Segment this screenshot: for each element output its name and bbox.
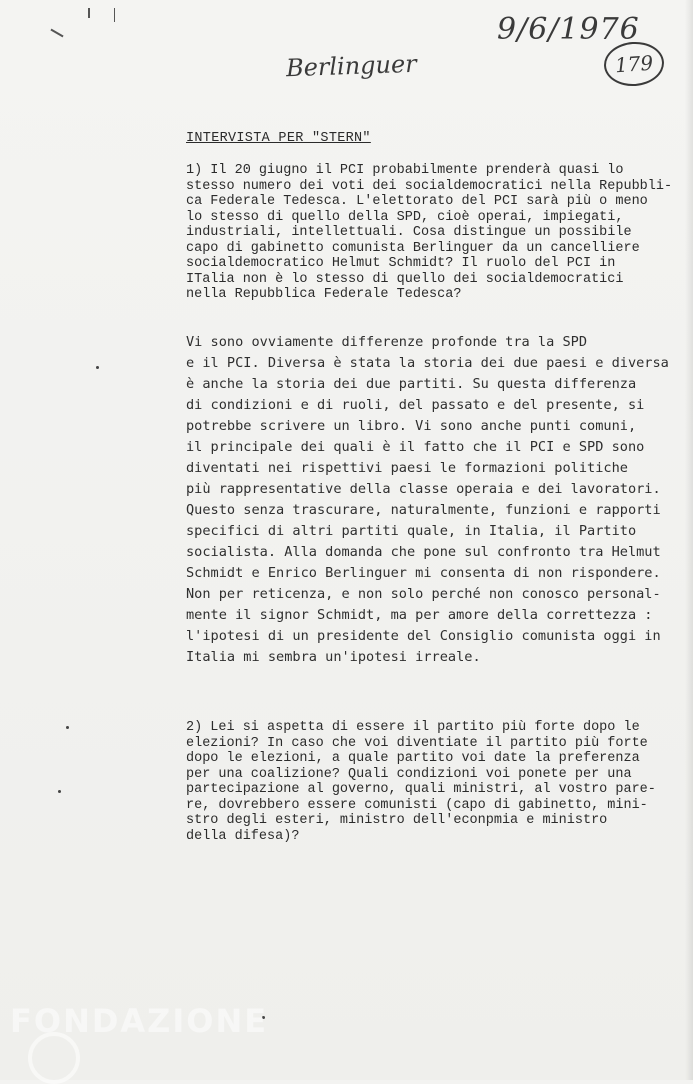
scan-mark — [114, 8, 115, 22]
page-edge-shadow — [685, 0, 693, 1080]
handwritten-date: 9/6/1976 — [497, 12, 640, 47]
handwritten-page-number — [603, 40, 666, 88]
answer-1: Vi sono ovviamente differenze profonde tra la SPD e il PCI. Diversa è stata la storia dei due paesi e diversa è anche la storia dei due partiti. Su questa differenza di condizioni e di ruoli, del passato e del presente, si potrebbe scrivere un libro. Vi sono anche punti comuni, il principale dei quali è il fatto che il PCI e SPD sono diventati nei rispettivi paesi le formazioni politiche più rappresentative della classe operaia e dei lavoratori. Questo senza trascurare, naturalmente, funzioni e rapporti specifici di altri partiti quale, in Italia, il Partito socialista. Alla domanda che pone sul confronto tra Helmut Schmidt e Enrico Berlinguer mi consenta di non rispondere. Non per reticenza, e non solo perché non conosco personal- mente il signor Schmidt, ma per amore della correttezza : l'ipotesi di un presidente del Consiglio comunista oggi in Italia mi sembra un'ipotesi irreale. — [186, 334, 669, 665]
scan-mark — [88, 8, 90, 18]
handwritten-name: Berlinguer — [285, 49, 418, 83]
scan-mark — [50, 29, 63, 38]
scan-speck — [58, 790, 61, 793]
handwritten-number-text: 179 — [614, 50, 654, 78]
scan-speck — [66, 726, 69, 729]
scan-speck — [96, 366, 99, 369]
archive-watermark: FONDAZIONE — [10, 1002, 269, 1040]
watermark-logo-icon — [28, 1032, 80, 1084]
question-2: 2) Lei si aspetta di essere il partito più forte dopo le elezioni? In caso che voi diventiate il partito più forte dopo le elezioni, a quale partito voi date la preferenza per una coalizione? Quali condizioni voi ponete per una partecipazione al governo, quali ministri, al vostro pare- re, dovrebbero essere comunisti (capo di gabinetto, mini- stro degli esteri, ministro dell'econpmia e ministro della difesa)? — [186, 720, 656, 844]
question-1: 1) Il 20 giugno il PCI probabilmente prenderà quasi lo stesso numero dei voti dei socialdemocratici nella Repubbli- ca Federale Tedesca. L'elettorato del PCI sarà più o meno lo stesso di quello della SPD, cioè operai, impiegati, industriali, intellettuali. Cosa distingue un possibile capo di gabinetto comunista Berlinguer da un cancelliere socialdemocratico Helmut Schmidt? Il ruolo del PCI in ITalia non è lo stesso di quello dei socialdemocratici nella Repubblica Federale Tedesca? — [186, 163, 673, 302]
document-title: INTERVISTA PER "STERN" — [186, 131, 371, 146]
